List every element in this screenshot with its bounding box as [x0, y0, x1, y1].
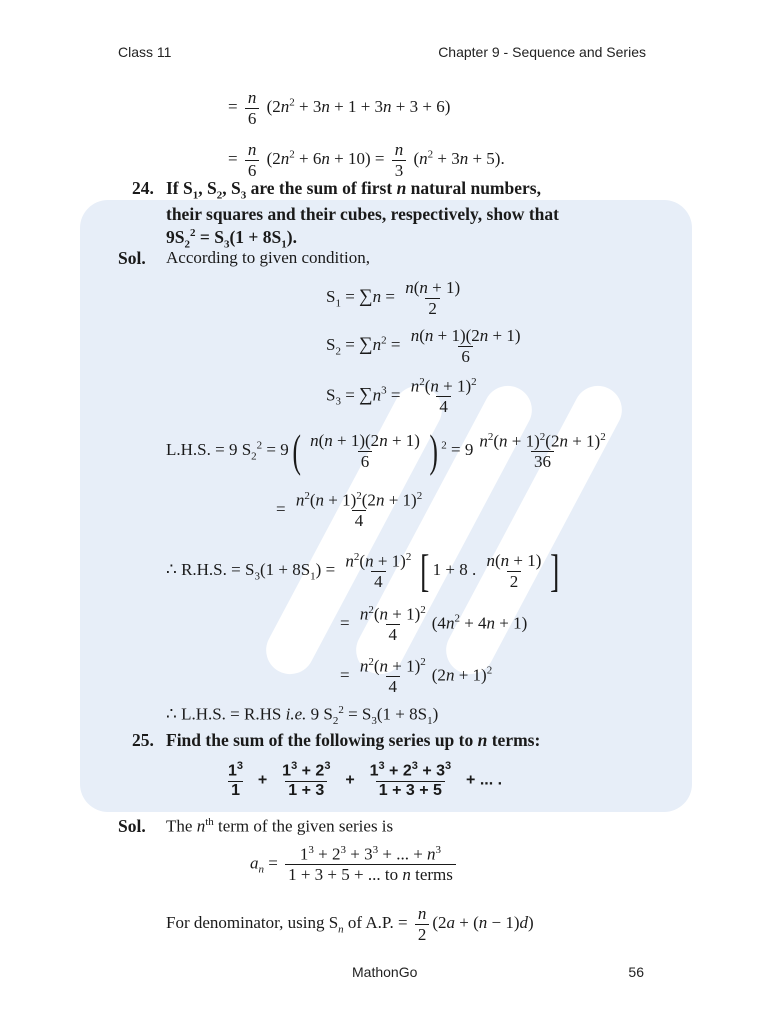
- equation-line-1: = $\frac{n}{6}$ $(2n^2 + 3n + 1 + 3n + 3 + 6)$: [228, 88, 451, 128]
- equation-s1: $S_1 = \sum n$ = $\frac{n(n + 1)}{2}$: [326, 278, 461, 318]
- header-chapter: Chapter 9 - Sequence and Series: [438, 44, 646, 60]
- equation-rhs-step-3: = $\frac{n^2(n + 1)^2}{4}$ $(2n + 1)^2$: [340, 656, 493, 697]
- solution-intro: According to given condition,: [166, 248, 370, 267]
- footer-brand: MathonGo: [352, 964, 418, 980]
- solution-label-2: Sol.: [118, 816, 146, 836]
- solution-2-intro: The $n^{th}$ term of the given series is: [166, 816, 394, 836]
- page-number: 56: [628, 964, 644, 980]
- equation-rhs-step-2: = $\frac{n^2(n + 1)^2}{4}$ $(4n^2 + 4n + 1)$: [340, 604, 528, 645]
- question-24-number: 24.: [132, 178, 154, 198]
- denominator-note: For denominator, using $S_n$ of A.P. = $\frac{n}{2}$ (2a + (n − 1)d): [166, 904, 534, 944]
- equation-line-2: = $\frac{n}{6}$ $(2n^2 + 6n + 10)$ = $\frac{n}{3}$ $(n^2 + 3n + 5)$.: [228, 140, 505, 180]
- equation-conclusion: ∴ L.H.S. = R.HS i.e. 9 $S_2^2 = S_3(1 + 8S_1)$: [166, 704, 439, 728]
- equation-s2: $S_2 = \sum n^2$ = $\frac{n(n + 1)(2n + 1)}{6}$: [326, 326, 521, 366]
- solution-label: Sol.: [118, 248, 146, 268]
- series-expression: $\frac{1^3}{1}$ + $\frac{1^3 + 2^3}{1 + 3}$ + $\frac{1^3 + 2^3 + 3^3}{1 + 3 + 5}$ + ... .: [228, 760, 503, 799]
- equation-an: $a_n$ = $\frac{1^3 + 2^3 + 3^3 + ... + n^3}{\text{1 + 3 + 5 + ... to n terms}}$: [250, 844, 459, 885]
- equation-rhs: ∴ R.H.S. = $S_3(1 + 8S_1)$ = $\frac{n^2(n + 1)^2}{4}$ [ 1 + 8 . $\frac{n(n + 1)}{2}$ ]: [166, 545, 560, 596]
- question-25-text: Find the sum of the following series up to n terms:: [166, 730, 541, 750]
- equation-s3: $S_3 = \sum n^3$ = $\frac{n^2(n + 1)^2}{4}$: [326, 376, 477, 417]
- question-24-text: If $S_1$, $S_2$, $S_3$ are the sum of first n natural numbers, their squares and their cubes, respectively, show that $9S_2^2 = S_3(1 + 8S_1)$.: [166, 178, 559, 250]
- question-25-number: 25.: [132, 730, 154, 750]
- equation-lhs-simplified: = $\frac{n^2(n + 1)^2(2n + 1)^2}{4}$: [276, 490, 423, 531]
- equation-lhs: L.H.S. = 9 $S_2^2 = 9$( $\frac{n(n + 1)(2n + 1)}{6}$ ) $^2$ = 9 $\frac{n^2(n + 1)^2(2n + 1)^2}{36}$: [166, 425, 606, 476]
- header-class: Class 11: [118, 44, 172, 60]
